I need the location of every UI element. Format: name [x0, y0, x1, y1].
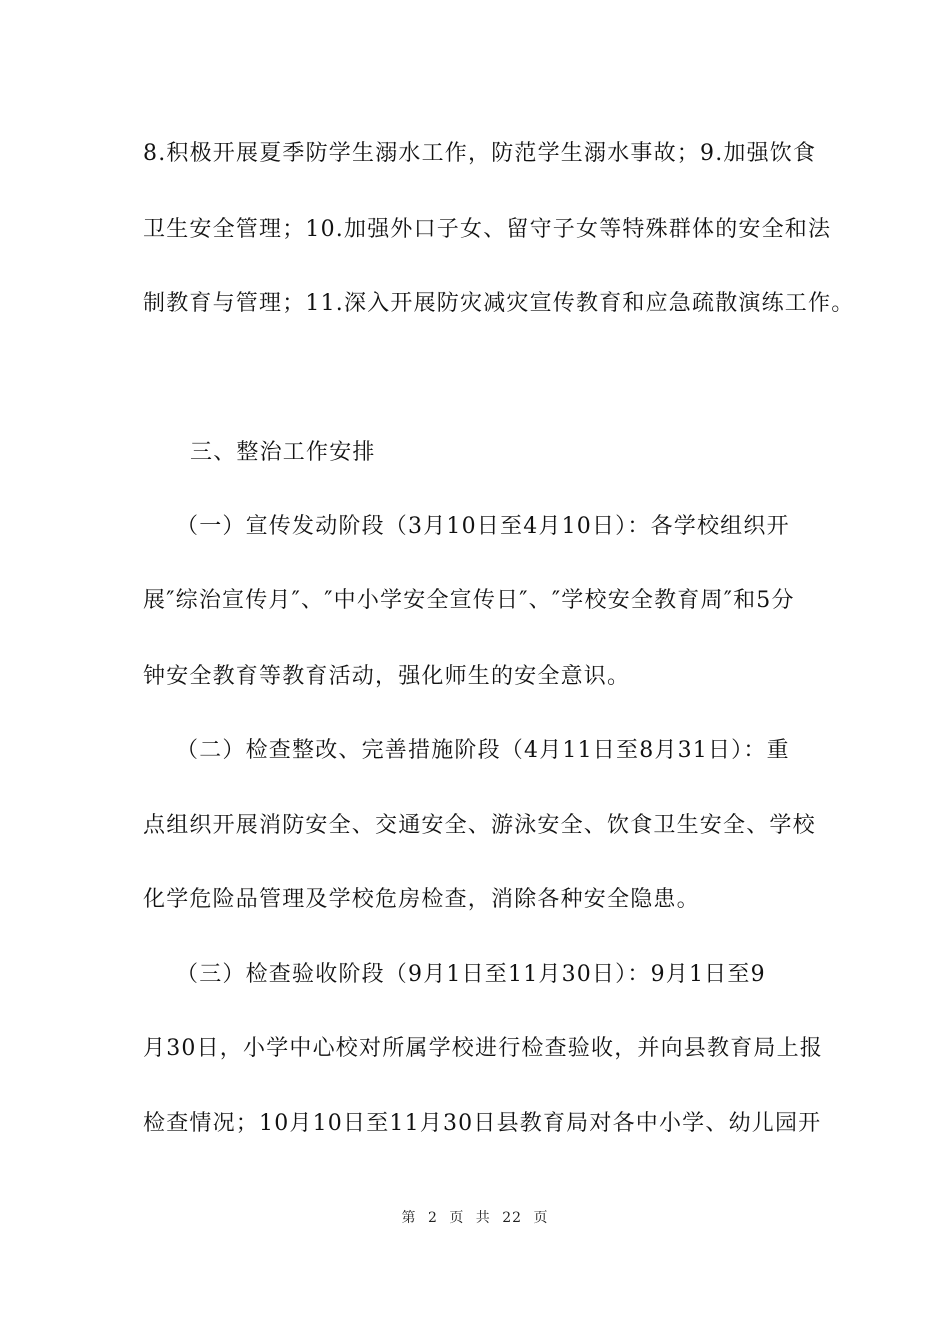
footer-label-ye2: 页 — [533, 1210, 549, 1226]
paragraph-line: （二）检查整改、完善措施阶段（4月11日至8月31日）：重 — [176, 738, 790, 763]
paragraph-line: 8.积极开展夏季防学生溺水工作，防范学生溺水事故；9.加强饮食 — [143, 141, 817, 166]
footer-label-ye: 页 — [449, 1210, 465, 1226]
footer-label-total: 共 — [475, 1210, 491, 1226]
footer-label-page: 第 — [401, 1210, 417, 1226]
paragraph-line: 制教育与管理；11.深入开展防灾减灾宣传教育和应急疏散演练工作。 — [143, 291, 855, 316]
footer-current-page: 2 — [427, 1210, 438, 1226]
section-heading: 三、整治工作安排 — [190, 440, 376, 465]
paragraph-line: （三）检查验收阶段（9月1日至11月30日）：9月1日至9 — [176, 962, 766, 987]
paragraph-line: 展″综治宣传月″、″中小学安全宣传日″、″学校安全教育周″和5分 — [143, 588, 795, 613]
paragraph-line: 化学危险品管理及学校危房检查，消除各种安全隐患。 — [143, 887, 700, 912]
page-footer — [0, 1208, 950, 1228]
paragraph-line: 点组织开展消防安全、交通安全、游泳安全、饮食卫生安全、学校 — [143, 813, 816, 838]
paragraph-line: （一）宣传发动阶段（3月10日至4月10日）：各学校组织开 — [176, 514, 790, 539]
paragraph-line: 月30日，小学中心校对所属学校进行检查验收，并向县教育局上报 — [143, 1036, 823, 1061]
paragraph-line: 检查情况；10月10日至11月30日县教育局对各中小学、幼儿园开 — [143, 1111, 822, 1136]
paragraph-line: 卫生安全管理；10.加强外口子女、留守子女等特殊群体的安全和法 — [143, 217, 832, 242]
paragraph-line: 钟安全教育等教育活动，强化师生的安全意识。 — [143, 664, 631, 689]
footer-total-pages: 22 — [502, 1210, 523, 1226]
